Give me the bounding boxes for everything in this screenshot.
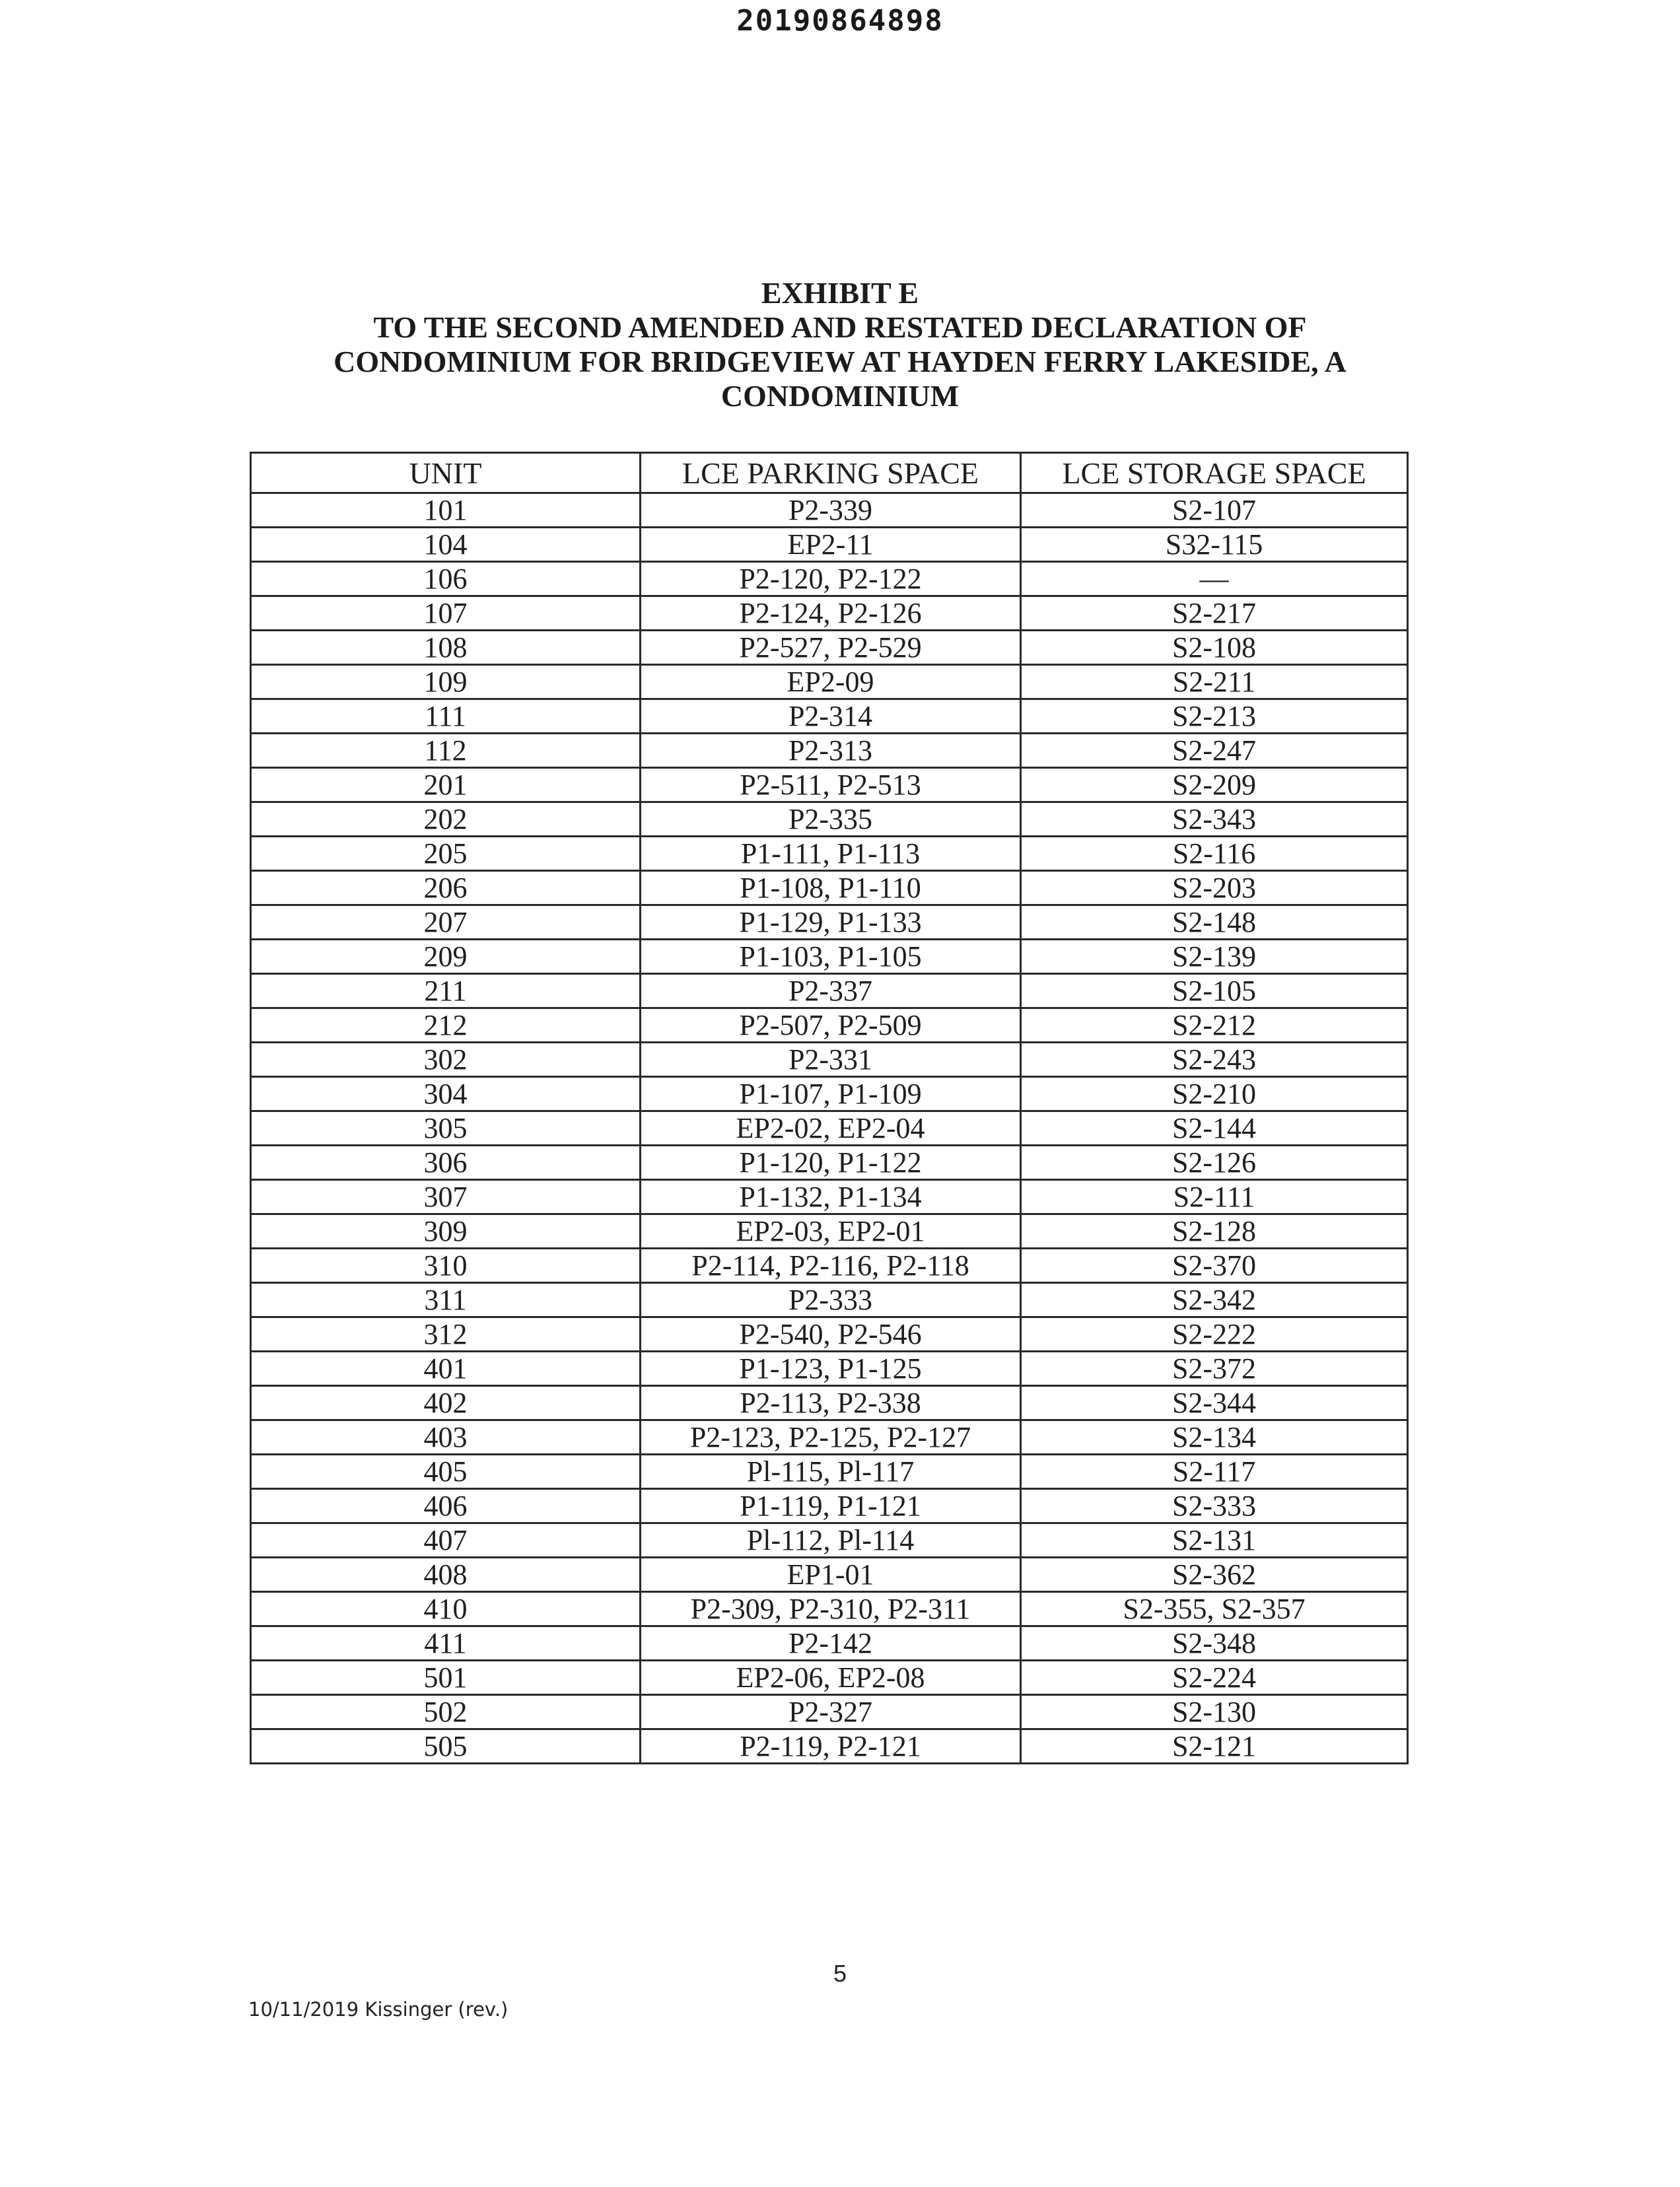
storage-space-cell: S2-116 [1021,837,1408,871]
unit-cell: 209 [251,940,641,974]
exhibit-subtitle-line-3: CONDOMINIUM [720,379,960,413]
parking-space-cell: P1-129, P1-133 [641,905,1021,940]
unit-cell: 307 [251,1180,641,1214]
table-row [251,1420,1408,1455]
storage-space-cell: S2-203 [1021,871,1408,905]
header-unit: UNIT [251,453,641,493]
unit-cell: 501 [251,1661,641,1695]
unit-cell: 202 [251,802,641,837]
parking-space-cell: P1-123, P1-125 [641,1352,1021,1386]
parking-space-cell: P2-313 [641,734,1021,768]
table-row [251,665,1408,699]
table-row [251,596,1408,631]
storage-space-cell: S2-212 [1021,1008,1408,1043]
table-row [251,1695,1408,1729]
table-row [251,1661,1408,1695]
table-row [251,1729,1408,1764]
storage-space-cell: S2-370 [1021,1249,1408,1283]
storage-space-cell: S2-134 [1021,1420,1408,1455]
parking-space-cell: P2-507, P2-509 [641,1008,1021,1043]
parking-space-cell: P1-108, P1-110 [641,871,1021,905]
unit-cell: 411 [251,1626,641,1661]
storage-space-cell: S2-148 [1021,905,1408,940]
storage-space-cell: S2-111 [1021,1180,1408,1214]
parking-space-cell: P2-114, P2-116, P2-118 [641,1249,1021,1283]
unit-cell: 111 [251,699,641,734]
storage-space-cell: S2-342 [1021,1283,1408,1317]
table-row [251,631,1408,665]
lce-assignment-table [250,452,1409,1764]
parking-space-cell: EP1-01 [641,1558,1021,1592]
exhibit-title: EXHIBIT E [761,276,919,310]
parking-space-cell: P2-119, P2-121 [641,1729,1021,1764]
storage-space-cell: S2-130 [1021,1695,1408,1729]
table-row [251,1455,1408,1489]
parking-space-cell: P1-107, P1-109 [641,1077,1021,1111]
storage-space-cell: S2-224 [1021,1661,1408,1695]
storage-space-cell: S2-121 [1021,1729,1408,1764]
storage-space-cell: S2-126 [1021,1146,1408,1180]
unit-cell: 304 [251,1077,641,1111]
table-row [251,1558,1408,1592]
unit-cell: 207 [251,905,641,940]
unit-cell: 401 [251,1352,641,1386]
parking-space-cell: P2-124, P2-126 [641,596,1021,631]
unit-cell: 205 [251,837,641,871]
unit-cell: 410 [251,1592,641,1626]
storage-space-cell: S2-128 [1021,1214,1408,1249]
unit-cell: 101 [251,493,641,528]
parking-space-cell: P2-337 [641,974,1021,1008]
storage-space-cell: S2-211 [1021,665,1408,699]
table-row [251,1489,1408,1523]
document-number: 20190864898 [736,4,944,38]
storage-space-cell: S2-105 [1021,974,1408,1008]
storage-space-cell: S2-344 [1021,1386,1408,1420]
table-row [251,1214,1408,1249]
storage-space-cell: S2-131 [1021,1523,1408,1558]
table-header-row [251,453,1408,493]
parking-space-cell: EP2-02, EP2-04 [641,1111,1021,1146]
unit-cell: 107 [251,596,641,631]
storage-space-cell: S2-210 [1021,1077,1408,1111]
storage-space-cell: S2-355, S2-357 [1021,1592,1408,1626]
table-row [251,974,1408,1008]
storage-space-cell: S2-247 [1021,734,1408,768]
header-parking-space: LCE PARKING SPACE [641,453,1021,493]
storage-space-cell: S2-213 [1021,699,1408,734]
unit-cell: 505 [251,1729,641,1764]
parking-space-cell: P2-527, P2-529 [641,631,1021,665]
parking-space-cell: P2-339 [641,493,1021,528]
parking-space-cell: P2-327 [641,1695,1021,1729]
table-row [251,1180,1408,1214]
parking-space-cell: P2-142 [641,1626,1021,1661]
parking-space-cell: P1-119, P1-121 [641,1489,1021,1523]
parking-space-cell: P2-113, P2-338 [641,1386,1021,1420]
table-row [251,768,1408,802]
unit-cell: 407 [251,1523,641,1558]
table-row [251,1626,1408,1661]
parking-space-cell: EP2-03, EP2-01 [641,1214,1021,1249]
storage-space-cell: S2-243 [1021,1043,1408,1077]
unit-cell: 305 [251,1111,641,1146]
table-body [251,493,1408,1764]
exhibit-subtitle-line-2: CONDOMINIUM FOR BRIDGEVIEW AT HAYDEN FERRY LAKESIDE, A [333,345,1347,378]
storage-space-cell: S2-209 [1021,768,1408,802]
exhibit-heading [0,276,1680,413]
storage-space-cell: S2-117 [1021,1455,1408,1489]
unit-cell: 502 [251,1695,641,1729]
unit-cell: 104 [251,528,641,562]
parking-space-cell: P2-335 [641,802,1021,837]
storage-space-cell: S2-333 [1021,1489,1408,1523]
storage-space-cell: — [1021,562,1408,596]
unit-cell: 206 [251,871,641,905]
table-row [251,562,1408,596]
unit-cell: 109 [251,665,641,699]
header-storage-space: LCE STORAGE SPACE [1021,453,1408,493]
parking-space-cell: P2-120, P2-122 [641,562,1021,596]
table-row [251,734,1408,768]
page-number: 5 [833,1960,847,1987]
table-row [251,1317,1408,1352]
storage-space-cell: S2-217 [1021,596,1408,631]
table-row [251,802,1408,837]
unit-cell: 306 [251,1146,641,1180]
storage-space-cell: S2-107 [1021,493,1408,528]
unit-cell: 408 [251,1558,641,1592]
table-row [251,1523,1408,1558]
parking-space-cell: P2-123, P2-125, P2-127 [641,1420,1021,1455]
table-row [251,871,1408,905]
table-row [251,1043,1408,1077]
table-row [251,905,1408,940]
storage-space-cell: S2-362 [1021,1558,1408,1592]
unit-cell: 108 [251,631,641,665]
table-row [251,1146,1408,1180]
unit-cell: 302 [251,1043,641,1077]
parking-space-cell: P1-111, P1-113 [641,837,1021,871]
unit-cell: 312 [251,1317,641,1352]
table-row [251,940,1408,974]
parking-space-cell: P1-120, P1-122 [641,1146,1021,1180]
unit-cell: 106 [251,562,641,596]
table-row [251,493,1408,528]
unit-cell: 403 [251,1420,641,1455]
unit-cell: 402 [251,1386,641,1420]
storage-space-cell: S2-222 [1021,1317,1408,1352]
storage-space-cell: S2-144 [1021,1111,1408,1146]
parking-space-cell: P2-331 [641,1043,1021,1077]
table-row [251,1283,1408,1317]
parking-space-cell: EP2-11 [641,528,1021,562]
storage-space-cell: S32-115 [1021,528,1408,562]
parking-space-cell: Pl-115, Pl-117 [641,1455,1021,1489]
storage-space-cell: S2-348 [1021,1626,1408,1661]
unit-cell: 311 [251,1283,641,1317]
exhibit-subtitle-line-1: TO THE SECOND AMENDED AND RESTATED DECLARATION OF [373,310,1307,344]
parking-space-cell: P2-314 [641,699,1021,734]
table-row [251,1008,1408,1043]
table-row [251,1111,1408,1146]
table-row [251,1386,1408,1420]
parking-space-cell: EP2-09 [641,665,1021,699]
storage-space-cell: S2-108 [1021,631,1408,665]
table-row [251,528,1408,562]
unit-cell: 309 [251,1214,641,1249]
unit-cell: 310 [251,1249,641,1283]
unit-cell: 211 [251,974,641,1008]
storage-space-cell: S2-372 [1021,1352,1408,1386]
unit-cell: 201 [251,768,641,802]
parking-space-cell: EP2-06, EP2-08 [641,1661,1021,1695]
table-row [251,837,1408,871]
table-row [251,699,1408,734]
table-row [251,1352,1408,1386]
parking-space-cell: P1-103, P1-105 [641,940,1021,974]
table-row [251,1249,1408,1283]
table-row [251,1077,1408,1111]
unit-cell: 112 [251,734,641,768]
parking-space-cell: P2-333 [641,1283,1021,1317]
parking-space-cell: P2-309, P2-310, P2-311 [641,1592,1021,1626]
parking-space-cell: P2-540, P2-546 [641,1317,1021,1352]
parking-space-cell: P1-132, P1-134 [641,1180,1021,1214]
storage-space-cell: S2-139 [1021,940,1408,974]
parking-space-cell: P2-511, P2-513 [641,768,1021,802]
unit-cell: 406 [251,1489,641,1523]
parking-space-cell: Pl-112, Pl-114 [641,1523,1021,1558]
storage-space-cell: S2-343 [1021,802,1408,837]
table-row [251,1592,1408,1626]
footer-revision-note: 10/11/2019 Kissinger (rev.) [248,1998,508,2021]
unit-cell: 405 [251,1455,641,1489]
unit-cell: 212 [251,1008,641,1043]
